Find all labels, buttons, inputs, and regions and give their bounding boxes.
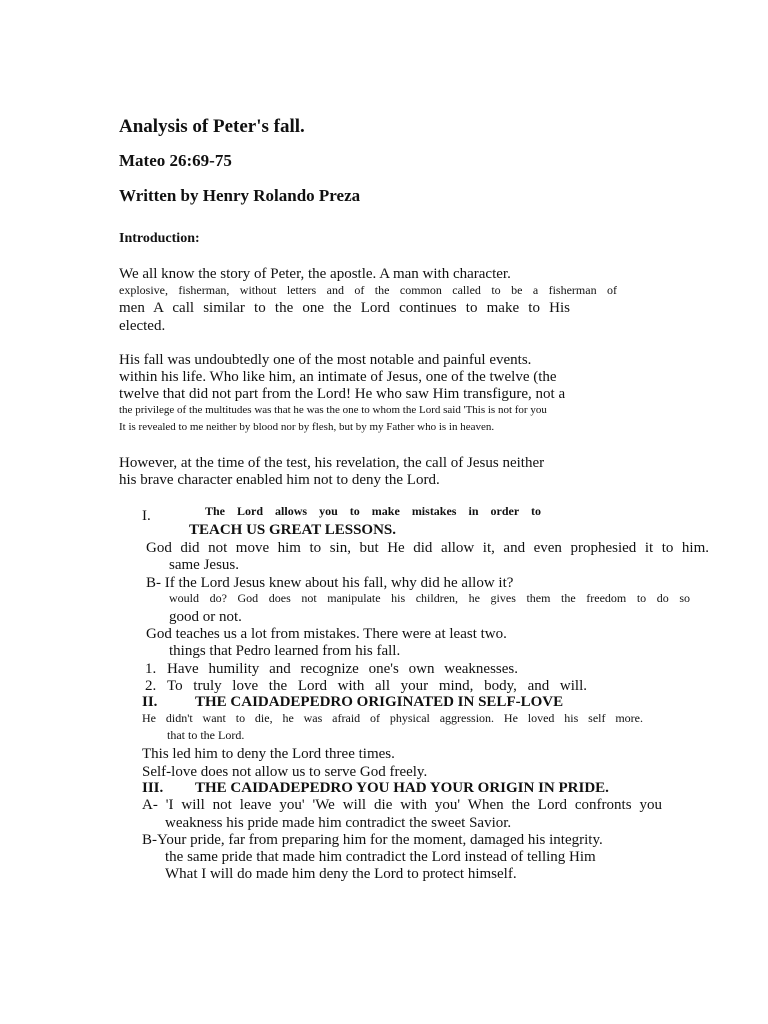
section-3-line: A- 'I will not leave you' 'We will die with you' When the Lord confronts you bbox=[142, 797, 662, 813]
list-item-text: Have humility and recognize one's own weaknesses. bbox=[167, 661, 518, 677]
intro-p1-line: explosive, fisherman, without letters and of the common called to be a fisherman of bbox=[119, 283, 617, 297]
section-2-heading: THE CAIDADEPEDRO ORIGINATED IN SELF-LOVE bbox=[195, 694, 564, 710]
intro-heading: Introduction: bbox=[119, 231, 200, 246]
section-1-numeral: I. bbox=[142, 508, 151, 524]
section-1-line: B- If the Lord Jesus knew about his fall, why did he allow it? bbox=[146, 575, 514, 591]
section-3-heading: THE CAIDADEPEDRO YOU HAD YOUR ORIGIN IN PRIDE. bbox=[195, 780, 609, 796]
section-1-line: God did not move him to sin, but He did allow it, and even prophesied it to him. bbox=[146, 540, 709, 556]
section-1-heading: TEACH US GREAT LESSONS. bbox=[189, 522, 397, 538]
list-item-number: 2. bbox=[145, 678, 157, 694]
section-1-line: things that Pedro learned from his fall. bbox=[169, 643, 401, 659]
scripture-reference: Mateo 26:69-75 bbox=[119, 151, 232, 170]
section-2-line: Self-love does not allow us to serve God freely. bbox=[142, 764, 428, 780]
intro-p2-line: It is revealed to me neither by blood nor by flesh, but by my Father who is in heaven. bbox=[119, 421, 495, 433]
section-2-line: This led him to deny the Lord three times. bbox=[142, 746, 395, 762]
list-item-text: To truly love the Lord with all your mind, body, and will. bbox=[167, 678, 587, 694]
intro-p2-line: the privilege of the multitudes was that he was the one to whom the Lord said 'This is not for you bbox=[119, 404, 547, 416]
section-3-line: B-Your pride, far from preparing him for the moment, damaged his integrity. bbox=[142, 832, 603, 848]
section-2-line: that to the Lord. bbox=[167, 728, 245, 742]
intro-p3-line: However, at the time of the test, his revelation, the call of Jesus neither bbox=[119, 455, 545, 471]
intro-p2-line: twelve that did not part from the Lord! He who saw Him transfigure, not a bbox=[119, 386, 566, 402]
intro-p1-line: elected. bbox=[119, 318, 166, 334]
section-3-line: weakness his pride made him contradict the sweet Savior. bbox=[165, 815, 512, 831]
intro-p2-line: within his life. Who like him, an intimate of Jesus, one of the twelve (the bbox=[119, 369, 557, 385]
section-1-heading: The Lord allows you to make mistakes in order to bbox=[205, 504, 541, 518]
section-1-line: good or not. bbox=[169, 609, 242, 625]
document-title: Analysis of Peter's fall. bbox=[119, 116, 305, 137]
section-1-line: God teaches us a lot from mistakes. There were at least two. bbox=[146, 626, 507, 642]
section-3-line: What I will do made him deny the Lord to protect himself. bbox=[165, 866, 517, 882]
section-2-numeral: II. bbox=[142, 694, 158, 710]
author-line: Written by Henry Rolando Preza bbox=[119, 186, 361, 205]
section-1-line: same Jesus. bbox=[169, 557, 239, 573]
intro-p2-line: His fall was undoubtedly one of the most notable and painful events. bbox=[119, 352, 532, 368]
intro-p3-line: his brave character enabled him not to deny the Lord. bbox=[119, 472, 440, 488]
section-2-line: He didn't want to die, he was afraid of physical aggression. He loved his self more. bbox=[142, 711, 643, 725]
list-item-number: 1. bbox=[145, 661, 157, 677]
section-3-numeral: III. bbox=[142, 780, 164, 796]
intro-p1-line: men A call similar to the one the Lord continues to make to His bbox=[119, 300, 570, 316]
intro-p1-line: We all know the story of Peter, the apostle. A man with character. bbox=[119, 266, 511, 282]
section-3-line: the same pride that made him contradict the Lord instead of telling Him bbox=[165, 849, 596, 865]
section-1-line: would do? God does not manipulate his children, he gives them the freedom to do so bbox=[169, 591, 690, 605]
